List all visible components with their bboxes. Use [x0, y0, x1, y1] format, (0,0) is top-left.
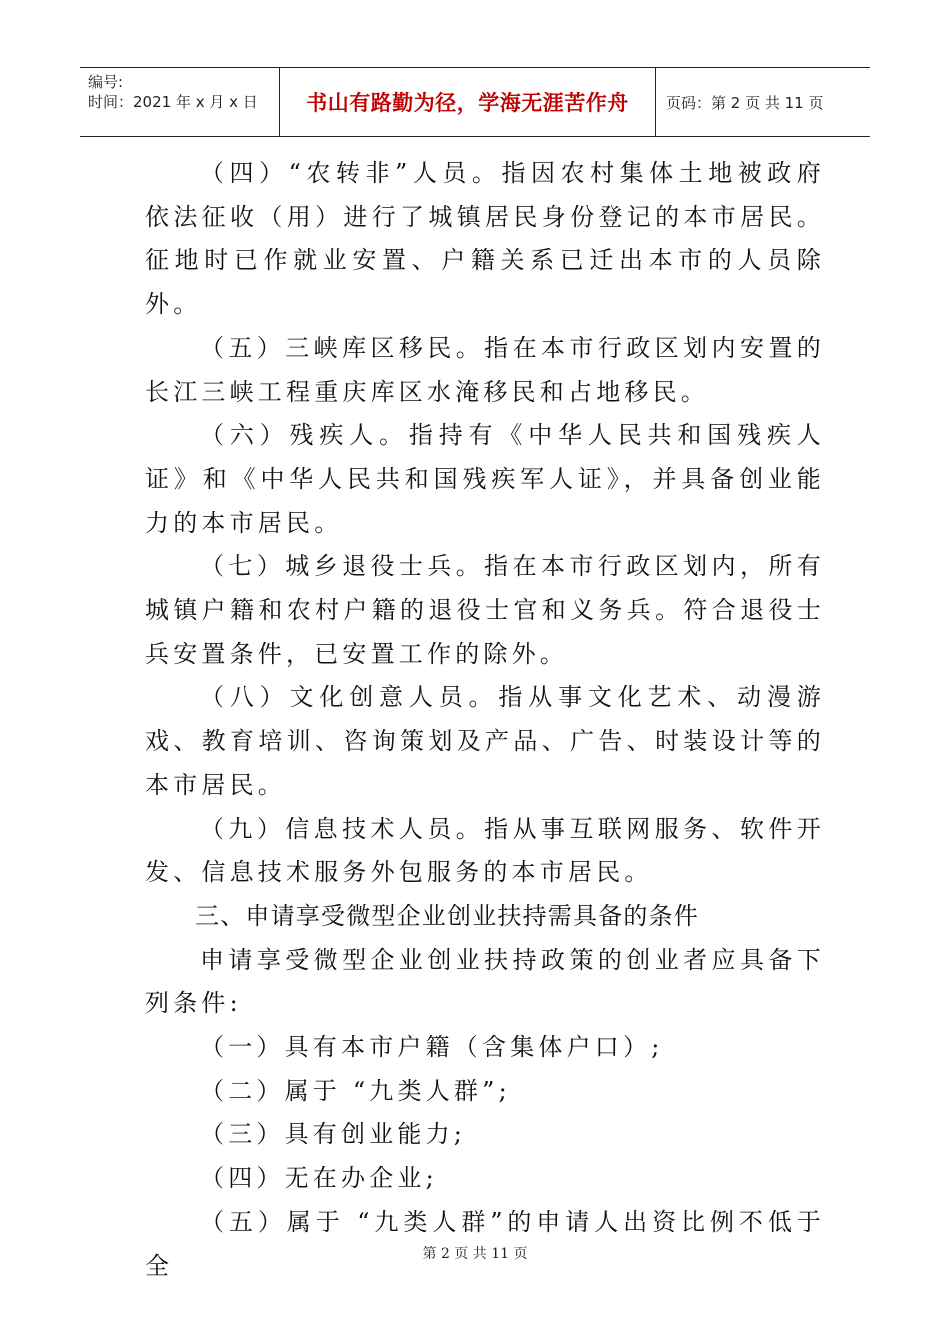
- section-intro: 申请享受微型企业创业扶持政策的创业者应具备下列条件:: [145, 945, 825, 1018]
- condition-item-1: （一）具有本市户籍（含集体户口）;: [200, 1033, 664, 1062]
- paragraph-item-8: （八）文化创意人员。指从事文化艺术、动漫游戏、教育培训、咨询策划及产品、广告、时装设计等的本市居民。: [145, 683, 825, 799]
- paragraph-item-9: （九）信息技术人员。指从事互联网服务、软件开发、信息技术服务外包服务的本市居民。: [145, 814, 825, 887]
- condition-item-4: （四）无在办企业;: [200, 1164, 438, 1193]
- page-footer: 第 2 页 共 11 页: [422, 1246, 528, 1262]
- condition-item-5: （五）属于 “九类人群”的申请人出资比例不低于全: [145, 1207, 825, 1280]
- condition-item-2: （二）属于 “九类人群”;: [200, 1076, 511, 1105]
- paragraph-item-6: （六）残疾人。指持有《中华人民共和国残疾人证》和《中华人民共和国残疾军人证》，并具备创业能力的本市居民。: [145, 421, 825, 537]
- paragraph-item-4: （四）“农转非”人员。指因农村集体土地被政府依法征收（用）进行了城镇居民身份登记的本市居民。征地时已作就业安置、户籍关系已迁出本市的人员除外。: [145, 159, 825, 319]
- header-page-info: 页码：第 2 页 共 11 页: [666, 93, 824, 112]
- paragraph-item-7: （七）城乡退役士兵。指在本市行政区划内，所有城镇户籍和农村户籍的退役士官和义务兵。符合退役士兵安置条件，已安置工作的除外。: [145, 552, 825, 668]
- section-heading: 三、申请享受微型企业创业扶持需具备的条件: [195, 901, 699, 930]
- document-time-label: 时间：2021 年 x 月 x 日: [88, 93, 258, 111]
- condition-item-3: （三）具有创业能力;: [200, 1120, 467, 1149]
- header-motto: 书山有路勤为径，学海无涯苦作舟: [280, 68, 656, 136]
- document-body: [145, 152, 825, 1288]
- paragraph-item-5: （五）三峡库区移民。指在本市行政区划内安置的长江三峡工程重庆库区水淹移民和占地移民。: [145, 333, 825, 406]
- document-number-label: 编号:: [88, 73, 124, 91]
- header-meta: [80, 68, 280, 136]
- page-header: [80, 67, 870, 137]
